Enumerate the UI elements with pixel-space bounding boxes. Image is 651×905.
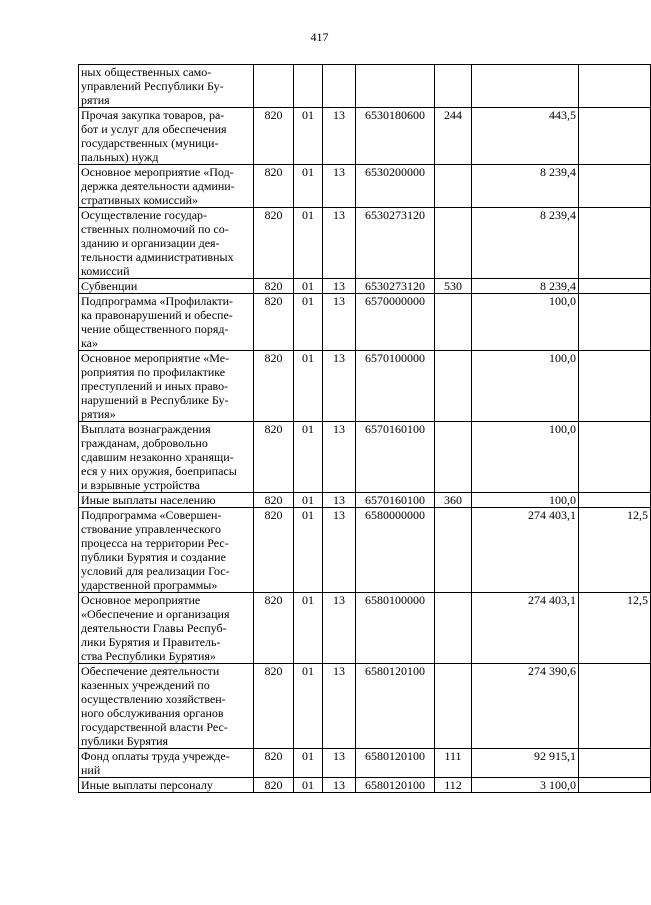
cell-section: 01 bbox=[294, 165, 323, 208]
cell-subsection: 13 bbox=[323, 294, 356, 351]
cell-ved-code: 820 bbox=[254, 294, 294, 351]
cell-item-name bbox=[79, 749, 254, 778]
cell-ved-code: 820 bbox=[254, 593, 294, 664]
cell-item-name bbox=[79, 508, 254, 593]
cell-subsection: 13 bbox=[323, 749, 356, 778]
item-name-line: ственных полномочий по со- bbox=[81, 222, 229, 236]
cell-target-article: 6530200000 bbox=[356, 165, 435, 208]
item-name-line: сдавшим незаконно хранящи- bbox=[81, 450, 234, 464]
cell-ved-code: 820 bbox=[254, 165, 294, 208]
item-name-line: держка деятельности админи- bbox=[81, 179, 235, 193]
cell-extra-amount bbox=[579, 493, 651, 508]
cell-item-name bbox=[79, 493, 254, 508]
item-name-line: Подпрограмма «Профилакти- bbox=[81, 294, 234, 308]
item-name-line: пальных) нужд bbox=[81, 150, 159, 164]
cell-extra-amount bbox=[579, 422, 651, 493]
cell-target-article: 6570000000 bbox=[356, 294, 435, 351]
cell-ved-code: 820 bbox=[254, 208, 294, 279]
cell-ved-code bbox=[254, 65, 294, 108]
cell-subsection: 13 bbox=[323, 108, 356, 165]
cell-target-article: 6580120100 bbox=[356, 664, 435, 749]
cell-section: 01 bbox=[294, 208, 323, 279]
cell-amount: 100,0 bbox=[472, 422, 579, 493]
cell-section: 01 bbox=[294, 664, 323, 749]
cell-item-name bbox=[79, 593, 254, 664]
item-name-line: Иные выплаты персоналу bbox=[81, 778, 213, 792]
cell-ved-code: 820 bbox=[254, 508, 294, 593]
cell-item-name bbox=[79, 65, 254, 108]
cell-target-article: 6570160100 bbox=[356, 493, 435, 508]
cell-item-name bbox=[79, 422, 254, 493]
cell-ved-code: 820 bbox=[254, 108, 294, 165]
cell-extra-amount bbox=[579, 165, 651, 208]
cell-amount: 100,0 bbox=[472, 351, 579, 422]
item-name-line: ных общественных само- bbox=[81, 65, 212, 79]
cell-section: 01 bbox=[294, 778, 323, 793]
item-name-line: ствование управленческого bbox=[81, 522, 221, 536]
item-name-line: государственной власти Рес- bbox=[81, 720, 228, 734]
cell-amount: 8 239,4 bbox=[472, 279, 579, 294]
item-name-line: ка» bbox=[81, 336, 98, 350]
cell-section bbox=[294, 65, 323, 108]
cell-ved-code: 820 bbox=[254, 351, 294, 422]
cell-item-name bbox=[79, 351, 254, 422]
cell-extra-amount bbox=[579, 279, 651, 294]
item-name-line: лики Бурятия и Правитель- bbox=[81, 635, 221, 649]
cell-expense-type bbox=[435, 65, 472, 108]
cell-expense-type: 530 bbox=[435, 279, 472, 294]
cell-subsection: 13 bbox=[323, 664, 356, 749]
cell-target-article: 6580100000 bbox=[356, 593, 435, 664]
cell-expense-type: 244 bbox=[435, 108, 472, 165]
cell-expense-type bbox=[435, 593, 472, 664]
cell-target-article bbox=[356, 65, 435, 108]
cell-expense-type: 111 bbox=[435, 749, 472, 778]
item-name-line: Основное мероприятие bbox=[81, 593, 201, 607]
item-name-line: и взрывные устройства bbox=[81, 478, 200, 492]
table-row bbox=[79, 294, 651, 351]
item-name-line: рятия bbox=[81, 93, 110, 107]
cell-item-name bbox=[79, 165, 254, 208]
cell-ved-code: 820 bbox=[254, 664, 294, 749]
cell-amount: 3 100,0 bbox=[472, 778, 579, 793]
cell-expense-type: 360 bbox=[435, 493, 472, 508]
cell-target-article: 6530273120 bbox=[356, 208, 435, 279]
item-name-line: комиссий bbox=[81, 264, 130, 278]
cell-subsection: 13 bbox=[323, 165, 356, 208]
cell-subsection: 13 bbox=[323, 279, 356, 294]
cell-target-article: 6570100000 bbox=[356, 351, 435, 422]
cell-expense-type bbox=[435, 165, 472, 208]
item-name-line: ного обслуживания органов bbox=[81, 706, 224, 720]
cell-target-article: 6530180600 bbox=[356, 108, 435, 165]
item-name-line: стративных комиссий» bbox=[81, 193, 199, 207]
table-row bbox=[79, 165, 651, 208]
item-name-line: Обеспечение деятельности bbox=[81, 664, 220, 678]
cell-section: 01 bbox=[294, 279, 323, 294]
cell-subsection: 13 bbox=[323, 422, 356, 493]
cell-section: 01 bbox=[294, 493, 323, 508]
cell-amount: 274 403,1 bbox=[472, 593, 579, 664]
item-name-line: ударственной программы» bbox=[81, 578, 218, 592]
cell-amount: 100,0 bbox=[472, 294, 579, 351]
cell-section: 01 bbox=[294, 294, 323, 351]
cell-expense-type bbox=[435, 208, 472, 279]
cell-extra-amount bbox=[579, 351, 651, 422]
item-name-line: казенных учреждений по bbox=[81, 678, 210, 692]
cell-target-article: 6580120100 bbox=[356, 778, 435, 793]
item-name-line: преступлений и иных право- bbox=[81, 379, 229, 393]
cell-expense-type bbox=[435, 664, 472, 749]
item-name-line: роприятия по профилактике bbox=[81, 365, 226, 379]
cell-amount bbox=[472, 65, 579, 108]
cell-section: 01 bbox=[294, 351, 323, 422]
cell-extra-amount: 12,5 bbox=[579, 593, 651, 664]
item-name-line: Основное мероприятие «Под- bbox=[81, 165, 234, 179]
table-row bbox=[79, 508, 651, 593]
item-name-line: гражданам, добровольно bbox=[81, 436, 208, 450]
cell-item-name bbox=[79, 664, 254, 749]
cell-subsection: 13 bbox=[323, 208, 356, 279]
item-name-line: Прочая закупка товаров, ра- bbox=[81, 108, 225, 122]
item-name-line: управлений Республики Бу- bbox=[81, 79, 224, 93]
cell-extra-amount bbox=[579, 208, 651, 279]
item-name-line: ства Республики Бурятия» bbox=[81, 649, 216, 663]
item-name-line: зданию и организации дея- bbox=[81, 236, 220, 250]
cell-section: 01 bbox=[294, 593, 323, 664]
cell-ved-code: 820 bbox=[254, 422, 294, 493]
item-name-line: деятельности Главы Респуб- bbox=[81, 621, 227, 635]
cell-target-article: 6580120100 bbox=[356, 749, 435, 778]
item-name-line: Фонд оплаты труда учрежде- bbox=[81, 749, 230, 763]
cell-item-name bbox=[79, 778, 254, 793]
cell-extra-amount: 12,5 bbox=[579, 508, 651, 593]
cell-amount: 274 403,1 bbox=[472, 508, 579, 593]
cell-section: 01 bbox=[294, 749, 323, 778]
item-name-line: тельности административных bbox=[81, 250, 234, 264]
item-name-line: нарушений в Республике Бу- bbox=[81, 393, 229, 407]
cell-subsection bbox=[323, 65, 356, 108]
cell-subsection: 13 bbox=[323, 778, 356, 793]
item-name-line: Осуществление государ- bbox=[81, 208, 208, 222]
cell-ved-code: 820 bbox=[254, 493, 294, 508]
cell-amount: 100,0 bbox=[472, 493, 579, 508]
cell-target-article: 6570160100 bbox=[356, 422, 435, 493]
cell-item-name bbox=[79, 279, 254, 294]
item-name-line: чение общественного поряд- bbox=[81, 322, 229, 336]
table-row bbox=[79, 778, 651, 793]
item-name-line: Основное мероприятие «Ме- bbox=[81, 351, 230, 365]
cell-extra-amount bbox=[579, 294, 651, 351]
cell-extra-amount bbox=[579, 108, 651, 165]
table-row bbox=[79, 108, 651, 165]
cell-extra-amount bbox=[579, 749, 651, 778]
table-row bbox=[79, 351, 651, 422]
cell-extra-amount bbox=[579, 65, 651, 108]
table-row bbox=[79, 593, 651, 664]
cell-expense-type bbox=[435, 508, 472, 593]
cell-target-article: 6530273120 bbox=[356, 279, 435, 294]
cell-item-name bbox=[79, 208, 254, 279]
budget-table-body bbox=[79, 65, 651, 793]
cell-ved-code: 820 bbox=[254, 279, 294, 294]
page-number: 417 bbox=[310, 30, 329, 44]
cell-extra-amount bbox=[579, 664, 651, 749]
cell-subsection: 13 bbox=[323, 493, 356, 508]
cell-subsection: 13 bbox=[323, 351, 356, 422]
item-name-line: условий для реализации Гос- bbox=[81, 564, 230, 578]
cell-subsection: 13 bbox=[323, 593, 356, 664]
table-row bbox=[79, 493, 651, 508]
table-row bbox=[79, 422, 651, 493]
cell-section: 01 bbox=[294, 422, 323, 493]
item-name-line: ка правонарушений и обеспе- bbox=[81, 308, 233, 322]
item-name-line: еся у них оружия, боеприпасы bbox=[81, 464, 237, 478]
cell-amount: 274 390,6 bbox=[472, 664, 579, 749]
cell-section: 01 bbox=[294, 508, 323, 593]
cell-section: 01 bbox=[294, 108, 323, 165]
cell-ved-code: 820 bbox=[254, 778, 294, 793]
cell-item-name bbox=[79, 294, 254, 351]
item-name-line: ний bbox=[81, 763, 101, 777]
item-name-line: публики Бурятия bbox=[81, 734, 169, 748]
table-row bbox=[79, 279, 651, 294]
item-name-line: Субвенции bbox=[81, 279, 138, 293]
cell-item-name bbox=[79, 108, 254, 165]
item-name-line: бот и услуг для обеспечения bbox=[81, 122, 227, 136]
cell-amount: 8 239,4 bbox=[472, 208, 579, 279]
item-name-line: Иные выплаты населению bbox=[81, 493, 216, 507]
cell-expense-type bbox=[435, 422, 472, 493]
cell-expense-type bbox=[435, 351, 472, 422]
cell-expense-type bbox=[435, 294, 472, 351]
cell-amount: 92 915,1 bbox=[472, 749, 579, 778]
cell-subsection: 13 bbox=[323, 508, 356, 593]
cell-target-article: 6580000000 bbox=[356, 508, 435, 593]
item-name-line: «Обеспечение и организация bbox=[81, 607, 230, 621]
table-row bbox=[79, 208, 651, 279]
cell-amount: 8 239,4 bbox=[472, 165, 579, 208]
item-name-line: государственных (муници- bbox=[81, 136, 219, 150]
budget-table bbox=[78, 64, 651, 793]
item-name-line: Подпрограмма «Совершен- bbox=[81, 508, 222, 522]
table-row bbox=[79, 65, 651, 108]
cell-amount: 443,5 bbox=[472, 108, 579, 165]
cell-expense-type: 112 bbox=[435, 778, 472, 793]
item-name-line: процесса на территории Рес- bbox=[81, 536, 229, 550]
cell-extra-amount bbox=[579, 778, 651, 793]
item-name-line: публики Бурятия и создание bbox=[81, 550, 226, 564]
cell-ved-code: 820 bbox=[254, 749, 294, 778]
table-row bbox=[79, 749, 651, 778]
table-row bbox=[79, 664, 651, 749]
item-name-line: рятия» bbox=[81, 407, 116, 421]
item-name-line: осуществлению хозяйствен- bbox=[81, 692, 226, 706]
item-name-line: Выплата вознаграждения bbox=[81, 422, 211, 436]
